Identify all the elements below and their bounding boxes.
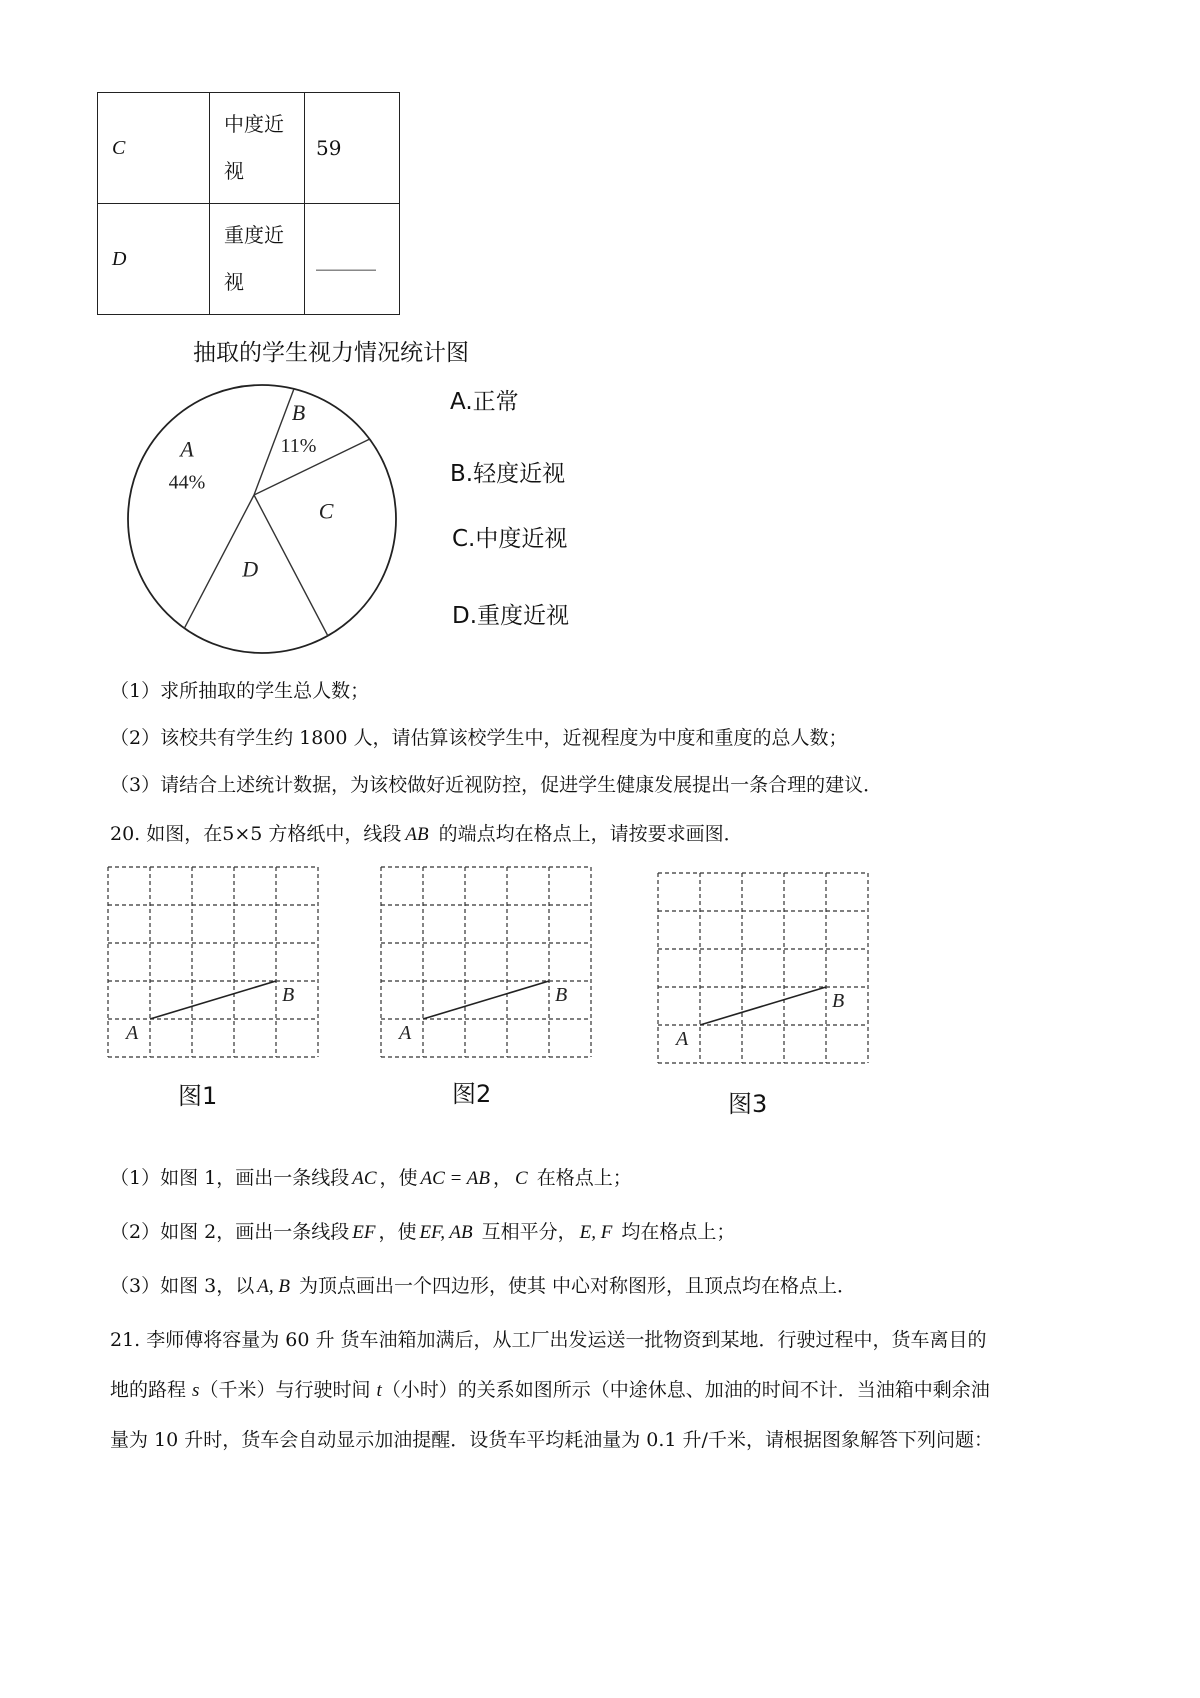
table-row xyxy=(98,204,400,315)
q20-sub2-pair: EF, AB xyxy=(419,1222,473,1243)
table-cell-name xyxy=(210,93,305,204)
q21-line3: 量为 10 升时，货车会自动显示加油提醒．设货车平均耗油量为 0.1 升/千米，请根据图象解答下列问题： xyxy=(110,1429,993,1451)
q20-sub1-c: ， xyxy=(492,1167,512,1189)
q20-sub1-b: ，使 xyxy=(379,1167,418,1189)
table-row xyxy=(98,93,400,204)
q20-sub1 xyxy=(110,1164,632,1193)
pie-outline xyxy=(128,385,396,653)
q20-sub3 xyxy=(110,1272,856,1301)
q20-sub2-seg: EF xyxy=(352,1222,376,1243)
pie-slice-label-a: A xyxy=(180,436,194,462)
table-cell-name-line1: 重度近 xyxy=(224,223,284,247)
q20-stem xyxy=(110,820,743,849)
point-a-label: A xyxy=(126,1022,139,1044)
q20-sub2-d: 均在格点上； xyxy=(615,1221,736,1243)
legend-item-b: B.轻度近视 xyxy=(450,461,566,487)
q21-line2 xyxy=(110,1376,990,1405)
vision-stat-table xyxy=(97,92,400,315)
segment-ab xyxy=(700,987,826,1025)
q20-sub1-pt: C xyxy=(515,1168,528,1189)
table-cell-count: ______ xyxy=(305,204,400,315)
pie-chart-title: 抽取的学生视力情况统计图 xyxy=(193,340,469,366)
pie-slice-boundary xyxy=(254,495,328,636)
q21-line2-b: （千米）与行驶时间 xyxy=(199,1379,377,1401)
pie-slice-label-b: B xyxy=(291,400,306,426)
table-cell-code: D xyxy=(98,204,210,315)
q20-sub2-c: 互相平分， xyxy=(475,1221,577,1243)
q20-sub2-pts: E, F xyxy=(579,1222,613,1243)
table-cell-code: C xyxy=(98,93,210,204)
segment-ab xyxy=(150,981,276,1019)
figure-2-caption: 图2 xyxy=(452,1080,492,1108)
grid-figure-1 xyxy=(100,860,330,1060)
q20-sub1-d: 在格点上； xyxy=(530,1167,632,1189)
q20-stem-a: 20. 如图，在 xyxy=(110,823,223,845)
q20-grid-size: 5×5 xyxy=(222,823,263,845)
q20-sub1-eq: AC = AB xyxy=(420,1168,490,1189)
q19-sub2: （2）该校共有学生约 1800 人，请估算该校学生中，近视程度为中度和重度的总人数； xyxy=(110,727,848,749)
pie-chart xyxy=(120,375,420,665)
grid-figure-3 xyxy=(650,866,880,1066)
q20-stem-b: 方格纸中，线段 xyxy=(262,823,402,845)
q20-sub3-pts: A, B xyxy=(257,1276,290,1297)
q21-line1: 21. 李师傅将容量为 60 升 货车油箱加满后，从工厂出发运送一批物资到某地．行驶过程中，货车离目的 xyxy=(110,1329,987,1351)
q20-sub2 xyxy=(110,1218,735,1247)
q21-line2-a: 地的路程 xyxy=(110,1379,193,1401)
point-a-label: A xyxy=(676,1028,689,1050)
grid-figure-2 xyxy=(373,860,603,1060)
table-cell-name xyxy=(210,204,305,315)
q20-sub3-a: （3）如图 3，以 xyxy=(110,1275,255,1297)
legend-item-d: D.重度近视 xyxy=(452,603,570,629)
pie-slice-label-c: C xyxy=(318,498,334,524)
pie-slice-percent-b: 11% xyxy=(280,435,317,458)
q20-seg: AB xyxy=(405,824,429,845)
q20-sub1-a: （1）如图 1，画出一条线段 xyxy=(110,1167,350,1189)
point-b-label: B xyxy=(282,984,295,1006)
table-cell-name-line2: 视 xyxy=(224,270,244,294)
q20-stem-c: 的端点均在格点上，请按要求画图． xyxy=(432,823,743,845)
q20-sub3-b: 为顶点画出一个四边形，使其 中心对称图形，且顶点均在格点上． xyxy=(292,1275,857,1297)
legend-item-c: C.中度近视 xyxy=(452,526,568,552)
segment-ab xyxy=(423,981,549,1019)
q20-sub2-a: （2）如图 2，画出一条线段 xyxy=(110,1221,350,1243)
q19-sub3: （3）请结合上述统计数据，为该校做好近视防控，促进学生健康发展提出一条合理的建议． xyxy=(110,774,883,796)
table-cell-name-line1: 中度近 xyxy=(224,112,284,136)
q21-var-s: s xyxy=(192,1380,200,1401)
figure-3-caption: 图3 xyxy=(728,1090,768,1118)
q21-line2-c: （小时）的关系如图所示（中途休息、加油的时间不计．当油箱中剩余油 xyxy=(381,1379,990,1401)
q20-sub1-seg: AC xyxy=(352,1168,377,1189)
legend-item-a: A.正常 xyxy=(450,389,519,415)
q19-sub1: （1）求所抽取的学生总人数； xyxy=(110,680,370,702)
pie-slice-label-d: D xyxy=(242,556,259,582)
point-b-label: B xyxy=(832,990,845,1012)
figure-1-caption: 图1 xyxy=(178,1082,218,1110)
pie-slice-percent-a: 44% xyxy=(168,471,206,494)
point-b-label: B xyxy=(555,984,568,1006)
point-a-label: A xyxy=(399,1022,412,1044)
q20-sub2-b: ，使 xyxy=(378,1221,417,1243)
table-cell-count: 59 xyxy=(305,93,400,204)
q21-var-t: t xyxy=(376,1380,382,1401)
table-cell-name-line2: 视 xyxy=(224,159,244,183)
